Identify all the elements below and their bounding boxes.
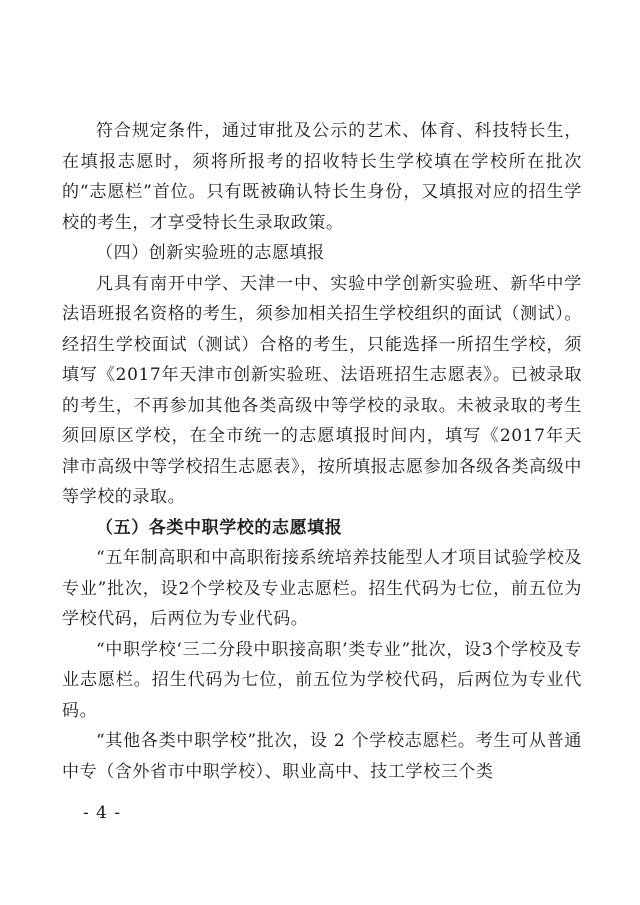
paragraph-other-vocational: “其他各类中职学校”批次，设 2 个学校志愿栏。考生可从普通中专（含外省市中职学校）、职业高中、技工学校三个类: [62, 731, 582, 782]
section-heading-innovation-class: （四）创新实验班的志愿填报: [96, 243, 325, 263]
page-number: - 4 -: [83, 803, 122, 823]
paragraph-three-two-program: “中职学校‘三二分段中职接高职’类专业”批次，设3个学校及专业志愿栏。招生代码为七位，前五位为学校代码，后两位为专业代码。: [62, 639, 582, 721]
paragraph-specialty-students: 符合规定条件，通过审批及公示的艺术、体育、科技特长生，在填报志愿时，须将所报考的招收特长生学校填在学校所在批次的“志愿栏”首位。只有既被确认特长生身份，又填报对应的招生学校的考生，才享受特长生录取政策。: [62, 121, 582, 233]
document-body: [62, 116, 582, 787]
paragraph-innovation-class: 凡具有南开中学、天津一中、实验中学创新实验班、新华中学法语班报名资格的考生，须参加相关招生学校组织的面试（测试）。经招生学校面试（测试）合格的考生，只能选择一所招生学校，须填写《2017年天津市创新实验班、法语班招生志愿表》。已被录取的考生，不再参加其他各类高级中等学校的录取。未被录取的考生须回原区学校，在全市统一的志愿填报时间内，填写《2017年天津市高级中等学校招生志愿表》，按所填报志愿参加各级各类高级中等学校的录取。: [62, 273, 582, 507]
paragraph-five-year-program: “五年制高职和中高职衔接系统培养技能型人才项目试验学校及专业”批次，设2个学校及专业志愿栏。招生代码为七位，前五位为学校代码，后两位为专业代码。: [62, 548, 582, 629]
section-heading-vocational-schools: （五）各类中职学校的志愿填报: [96, 517, 343, 538]
